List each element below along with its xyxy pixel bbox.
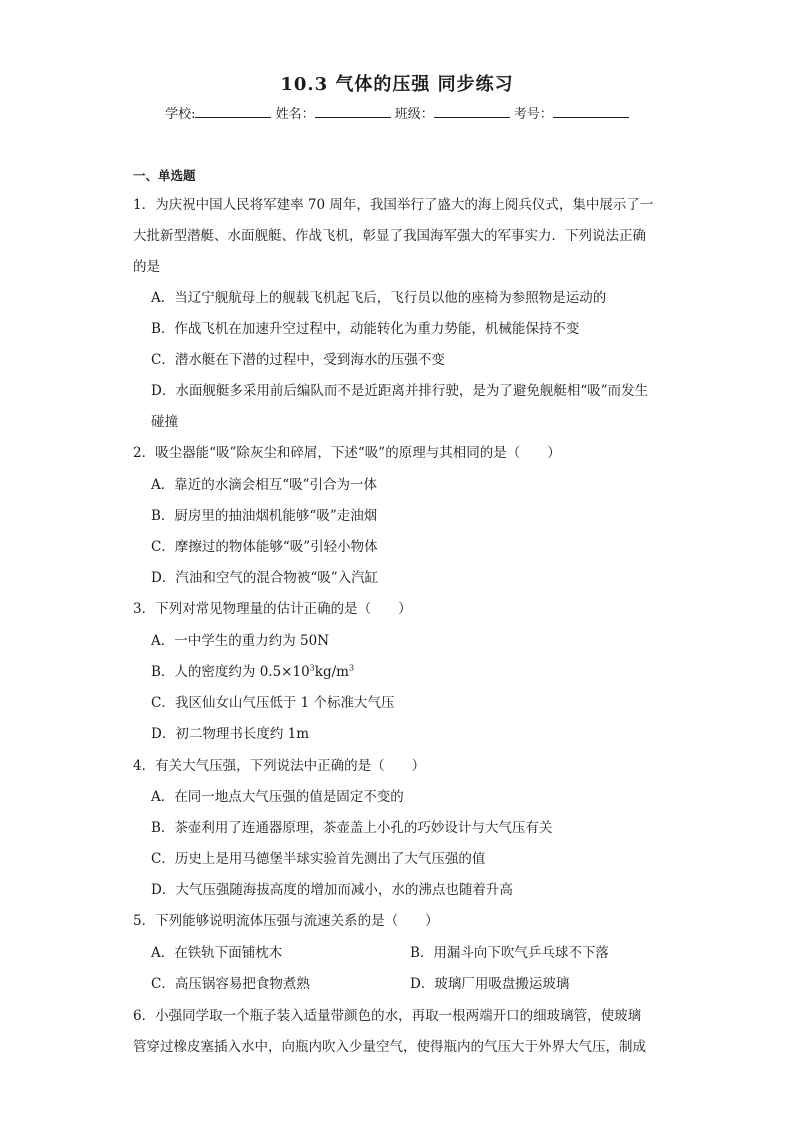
q1-option-a: A．当辽宁舰航母上的舰载飞机起飞后，飞行员以他的座椅为参照物是运动的 bbox=[151, 290, 607, 306]
q1-option-d: D．水面舰艇多采用前后编队而不是近距离并排行驶，是为了避免舰艇相“吸”而发生 bbox=[151, 383, 649, 399]
q3-option-d: D．初二物理书长度约 1m bbox=[151, 726, 310, 742]
q4-option-d: D．大气压强随海拔高度的增加而减小，水的沸点也随着升高 bbox=[151, 882, 513, 898]
q1-option-b: B．作战飞机在加速升空过程中，动能转化为重力势能，机械能保持不变 bbox=[151, 321, 580, 337]
q6-stem-line2: 管穿过橡皮塞插入水中，向瓶内吹入少量空气，使得瓶内的气压大于外界大气压，制成 bbox=[133, 1039, 646, 1055]
q1-stem-line2: 大批新型潜艇、水面舰艇、作战飞机，彰显了我国海军强大的军事实力．下列说法正确 bbox=[133, 228, 646, 244]
section-title: 一、单选题 bbox=[133, 168, 196, 183]
q3-option-b-text: B．人的密度约为 0.5×10 bbox=[151, 664, 310, 680]
q3-option-b-exp2: 3 bbox=[348, 663, 355, 673]
q1-stem-line1: 1．为庆祝中国人民将军建率 70 周年，我国举行了盛大的海上阅兵仪式，集中展示了一 bbox=[133, 197, 654, 213]
q4-stem: 4．有关大气压强，下列说法中正确的是（ ） bbox=[133, 758, 426, 774]
q4-option-c: C．历史上是用马德堡半球实验首先测出了大气压强的值 bbox=[151, 851, 486, 867]
school-label: 学校: bbox=[165, 107, 196, 122]
q3-option-b-exp1: 3 bbox=[309, 663, 315, 673]
q5-option-c: C．高压锅容易把食物煮熟 bbox=[151, 976, 310, 992]
name-label: 姓名： bbox=[275, 107, 315, 122]
q5-stem: 5．下列能够说明流体压强与流速关系的是（ ） bbox=[133, 913, 439, 929]
q3-option-b-unit: kg/m bbox=[314, 664, 349, 680]
school-blank[interactable] bbox=[195, 105, 271, 118]
q5-option-a: A．在铁轨下面铺枕木 bbox=[151, 945, 283, 961]
document-title: 10.3 气体的压强 同步练习 bbox=[280, 74, 514, 95]
q1-option-c: C．潜水艇在下潜的过程中，受到海水的压强不变 bbox=[151, 352, 445, 368]
q3-stem: 3．下列对常见物理量的估计正确的是（ ） bbox=[133, 601, 412, 617]
q2-stem: 2．吸尘器能“吸”除灰尘和碎屑，下述“吸”的原理与其相同的是（ ） bbox=[133, 445, 561, 461]
exam-no-blank[interactable] bbox=[553, 105, 629, 118]
q5-option-b: B．用漏斗向下吹气乒乓球不下落 bbox=[410, 945, 609, 961]
class-blank[interactable] bbox=[434, 105, 510, 118]
q2-option-d: D．汽油和空气的混合物被“吸”入汽缸 bbox=[151, 570, 379, 586]
q2-option-a: A．靠近的水滴会相互“吸”引合为一体 bbox=[151, 477, 378, 493]
q5-option-d: D．玻璃厂用吸盘搬运玻璃 bbox=[410, 976, 570, 992]
q4-option-a: A．在同一地点大气压强的值是固定不变的 bbox=[151, 789, 404, 805]
q3-option-b bbox=[151, 660, 354, 680]
q3-option-a: A．一中学生的重力约为 50N bbox=[151, 633, 330, 649]
student-info-line bbox=[0, 103, 794, 122]
class-label: 班级： bbox=[394, 107, 434, 122]
q1-option-d-cont: 碰撞 bbox=[151, 414, 178, 430]
name-blank[interactable] bbox=[315, 105, 391, 118]
q2-option-c: C．摩擦过的物体能够“吸”引轻小物体 bbox=[151, 539, 378, 555]
q2-option-b: B．厨房里的抽油烟机能够“吸”走油烟 bbox=[151, 508, 378, 524]
q1-stem-line3: 的是 bbox=[133, 259, 160, 275]
q3-option-c: C．我区仙女山气压低于 1 个标准大气压 bbox=[151, 695, 395, 711]
q6-stem-line1: 6．小强同学取一个瓶子装入适量带颜色的水，再取一根两端开口的细玻璃管，使玻璃 bbox=[133, 1008, 642, 1024]
q4-option-b: B．茶壶利用了连通器原理，茶壶盖上小孔的巧妙设计与大气压有关 bbox=[151, 820, 553, 836]
exam-no-label: 考号： bbox=[513, 107, 553, 122]
